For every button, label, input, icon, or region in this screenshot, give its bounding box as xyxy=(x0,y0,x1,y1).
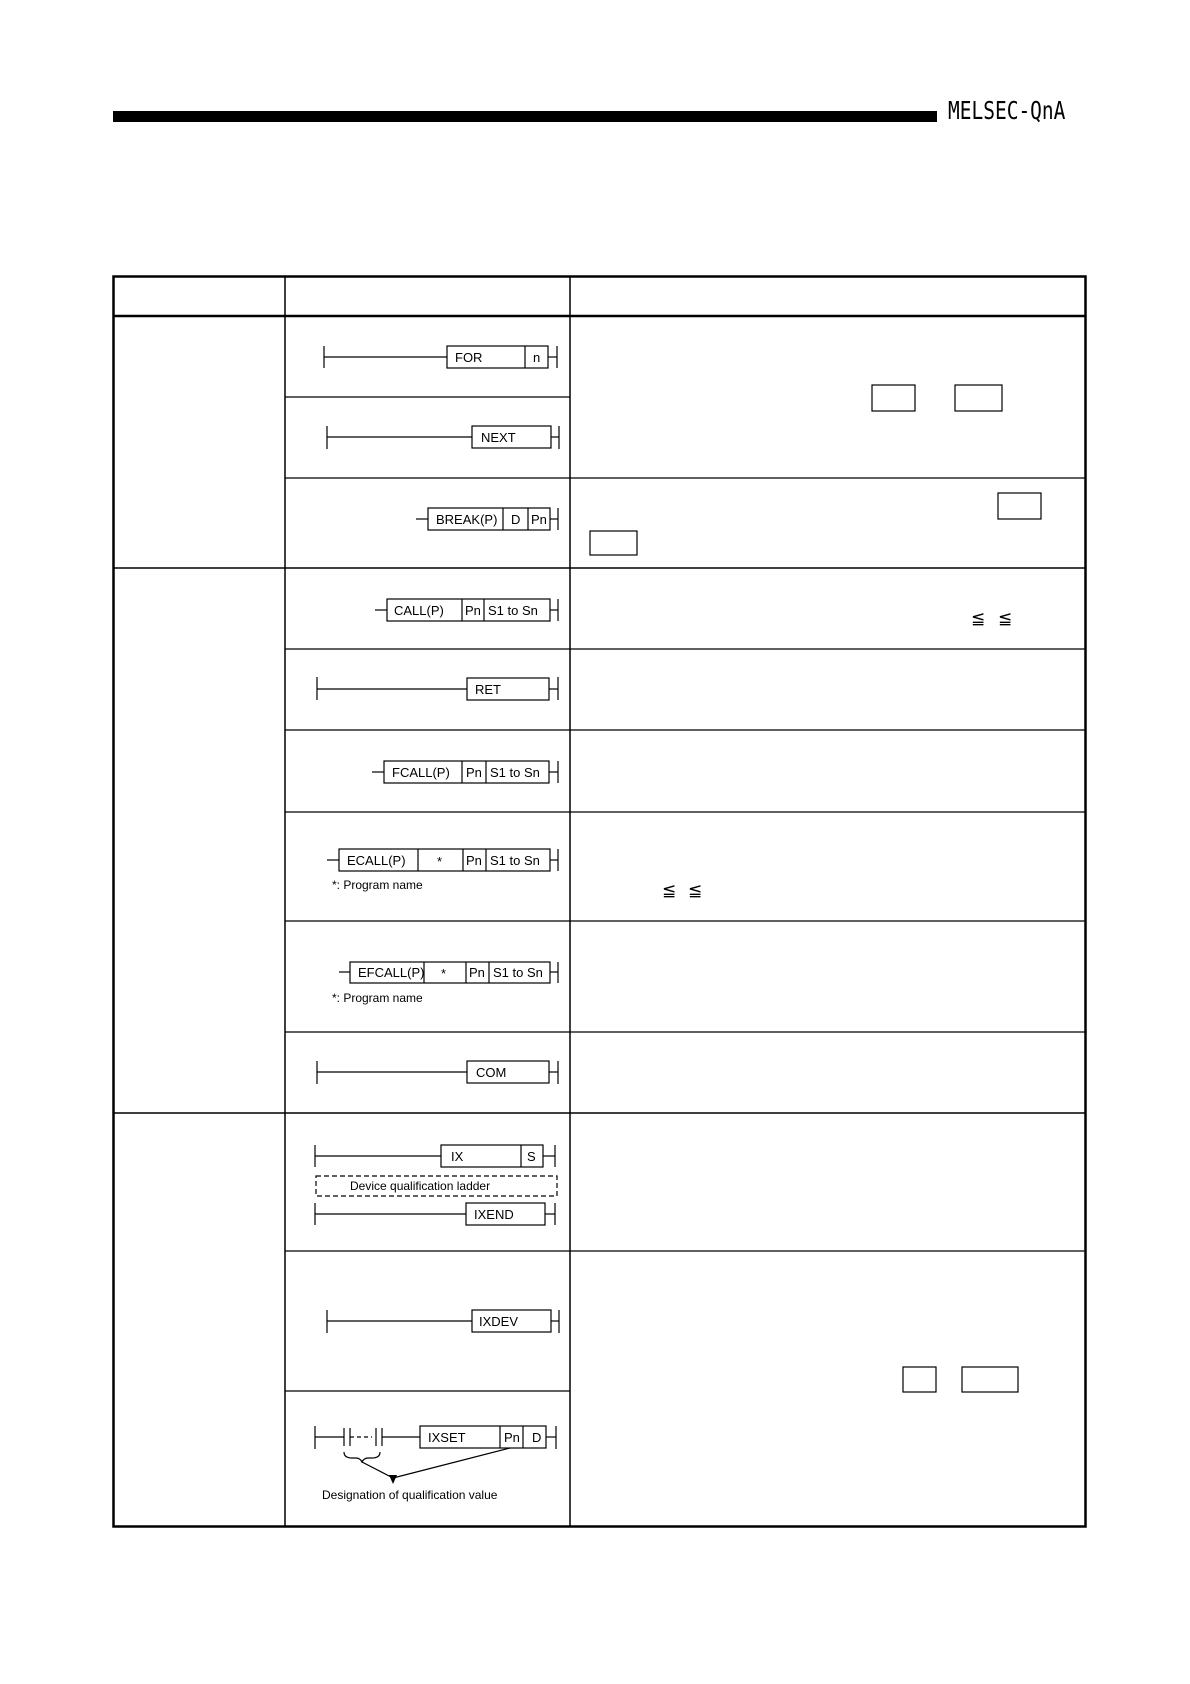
description-markers xyxy=(590,385,1041,1392)
ladder-ret xyxy=(317,677,558,700)
instruction-label: IXEND xyxy=(474,1207,514,1222)
instruction-label: RET xyxy=(475,682,501,697)
header-brand: MELSEC-QnA xyxy=(948,96,1066,125)
ladder-ixset xyxy=(315,1426,556,1502)
instruction-label: EFCALL(P) xyxy=(358,965,425,980)
ladder-efcall xyxy=(332,962,558,1005)
operand-label: S1 to Sn xyxy=(493,965,543,980)
ladder-next xyxy=(327,426,559,449)
operand-label: n xyxy=(533,350,541,365)
instruction-label: CALL(P) xyxy=(394,603,444,618)
instruction-label: IX xyxy=(451,1149,464,1164)
symbol-le: ≦ xyxy=(998,609,1013,629)
table-border xyxy=(114,277,1086,1527)
symbol-le: ≦ xyxy=(688,881,703,901)
instruction-label: FOR xyxy=(455,350,483,365)
ladder-ixdev xyxy=(327,1310,559,1333)
ladder-fcall xyxy=(372,761,558,783)
ladder-for xyxy=(324,346,557,368)
note-label: *: Program name xyxy=(332,878,423,892)
operand-label: Pn xyxy=(504,1430,520,1445)
operand-label: D xyxy=(532,1430,542,1445)
ladder-call xyxy=(375,599,558,621)
instruction-label: IXSET xyxy=(428,1430,466,1445)
operand-label: * xyxy=(437,854,443,869)
operand-label: Pn xyxy=(466,853,482,868)
operand-label: * xyxy=(441,966,447,981)
operand-label: D xyxy=(511,512,521,527)
ladder-caption: Device qualification ladder xyxy=(350,1179,491,1193)
symbol-le: ≦ xyxy=(662,881,677,901)
ladder-ecall xyxy=(327,849,558,892)
symbol-le: ≦ xyxy=(971,609,986,629)
operand-label: Pn xyxy=(466,765,482,780)
instruction-label: ECALL(P) xyxy=(347,853,406,868)
instruction-label: IXDEV xyxy=(479,1314,519,1329)
operand-label: S1 to Sn xyxy=(488,603,538,618)
instruction-label: FCALL(P) xyxy=(392,765,450,780)
operand-label: S1 to Sn xyxy=(490,853,540,868)
operand-label: Pn xyxy=(469,965,485,980)
ladder-caption: Designation of qualification value xyxy=(322,1488,498,1502)
operand-label: S xyxy=(527,1149,536,1164)
ladder-ix xyxy=(315,1145,557,1225)
ladder-break xyxy=(416,508,558,530)
operand-label: Pn xyxy=(465,603,481,618)
ladder-com xyxy=(317,1061,558,1084)
note-label: *: Program name xyxy=(332,991,423,1005)
instruction-label: COM xyxy=(476,1065,507,1080)
operand-label: Pn xyxy=(531,512,547,527)
instruction-label: BREAK(P) xyxy=(436,512,498,527)
instruction-label: NEXT xyxy=(481,430,516,445)
operand-label: S1 to Sn xyxy=(490,765,540,780)
